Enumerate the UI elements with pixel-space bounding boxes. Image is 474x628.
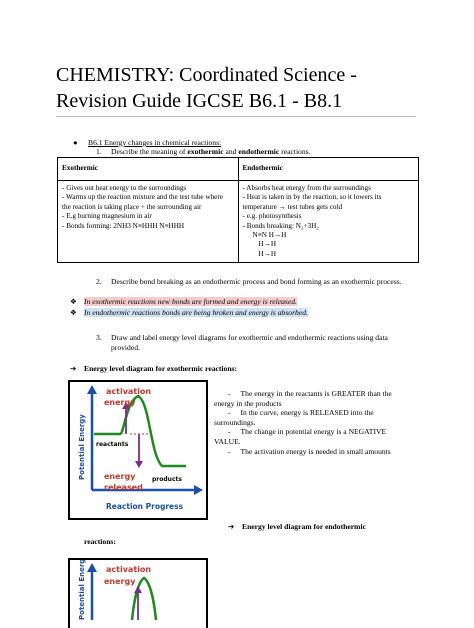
y-axis-arrow-icon [87, 563, 97, 572]
table-cell-exothermic [58, 181, 239, 263]
endo-energy-label: energy [104, 577, 136, 586]
endo-formula-line: N≡N H→H [252, 231, 287, 240]
item1-text: Describe the meaning of exothermic and endothermic reactions. [111, 147, 311, 156]
exo-line: - Bonds forming: 2NH3 N≡HHH N≡HHH [62, 221, 185, 230]
y-axis-label: Potential Energy [78, 414, 86, 480]
energy-released-label-1: energy [104, 472, 136, 481]
endo-line: - Bonds breaking: N₂+3H₂ [242, 221, 319, 230]
bullet-dot: ● [73, 138, 78, 147]
arrow-icon: ➔ [70, 364, 77, 373]
list-item: - In the curve, energy is RELEASED into the surroundings. [214, 408, 374, 427]
endo-formula-line: H→H [258, 249, 277, 258]
item2-text: Describe bond breaking as an endothermic process and bond forming as an exothermic process. [111, 277, 402, 286]
exo-line: - Gives out heat energy to the surroundings [62, 184, 187, 192]
endo-heading-line1: Energy level diagram for endothermic [242, 522, 366, 531]
list-item: - The change in potential energy is a NEGATIVE VALUE. [214, 427, 387, 446]
note-endothermic: In endothermic reactions bonds are being broken and energy is absorbed. [84, 308, 308, 317]
endo-heading-line2: reactions: [84, 537, 116, 546]
table-header-endothermic: Endothermic [238, 158, 419, 181]
table-cell-endothermic [238, 181, 419, 263]
energy-label: energy [104, 398, 136, 407]
energy-released-label-2: released [104, 483, 143, 492]
page-title-line1: CHEMISTRY: Coordinated Science - [56, 64, 357, 86]
exo-points-list [214, 389, 414, 456]
item3-number: 3. [96, 333, 102, 342]
exo-line: - E.g burning magnesium in air [62, 212, 152, 221]
note-symbol: ❖ [70, 297, 77, 306]
exo-heading: Energy level diagram for exothermic reactions: [84, 364, 238, 373]
note-symbol: ❖ [70, 308, 77, 317]
item3-text: Draw and label energy level diagrams for exothermic and endothermic reactions using data provided. [111, 333, 388, 352]
endo-reaction-curve [132, 578, 156, 620]
endo-line: - Heat is taken in by the reaction, so it lowers its temperature → test tubes gets cold [242, 193, 382, 211]
list-item: - The energy in the reactants is GREATER than the energy in the products [214, 389, 392, 408]
section-heading: B6.1 Energy changes in chemical reactions: [88, 138, 222, 147]
exo-line: - Warms up the reaction mixture and the test tube where the reaction is taking place + the surrounding air [62, 193, 223, 211]
arrow-icon: ➔ [228, 522, 235, 531]
x-axis-arrow-icon [194, 485, 203, 495]
activation-label: activation [106, 387, 152, 396]
endothermic-energy-diagram [68, 558, 208, 628]
products-label: products [152, 476, 182, 483]
note-exothermic: In exothermic reactions new bonds are formed and energy is released. [84, 297, 297, 306]
item2-number: 2. [96, 277, 102, 286]
item1-number: 1. [96, 147, 102, 156]
endo-diagram-svg [70, 560, 206, 620]
endo-activation-label: activation [106, 565, 152, 574]
endo-formula-line: H→H [258, 240, 277, 249]
endo-line: - e.g. photosynthesis [242, 212, 302, 221]
x-axis-label: Reaction Progress [106, 502, 184, 511]
exothermic-energy-diagram [68, 380, 208, 520]
page-title-line2: Revision Guide IGCSE B6.1 - B8.1 [56, 90, 343, 112]
list-item: - The activation energy is needed in small amounts [228, 446, 391, 456]
endo-y-axis-label: Potential Energy [78, 560, 86, 620]
y-axis-arrow-icon [87, 385, 97, 394]
endo-arrow-head-icon [134, 586, 142, 593]
table-header-exothermic: Exothermic [58, 158, 239, 181]
endo-line: - Absorbs heat energy from the surroundings [242, 184, 371, 192]
exo-diagram-svg [70, 382, 206, 518]
reactants-label: reactants [96, 441, 129, 448]
comparison-table [57, 157, 419, 263]
divider [56, 116, 416, 117]
released-arrow-head-icon [135, 461, 143, 468]
